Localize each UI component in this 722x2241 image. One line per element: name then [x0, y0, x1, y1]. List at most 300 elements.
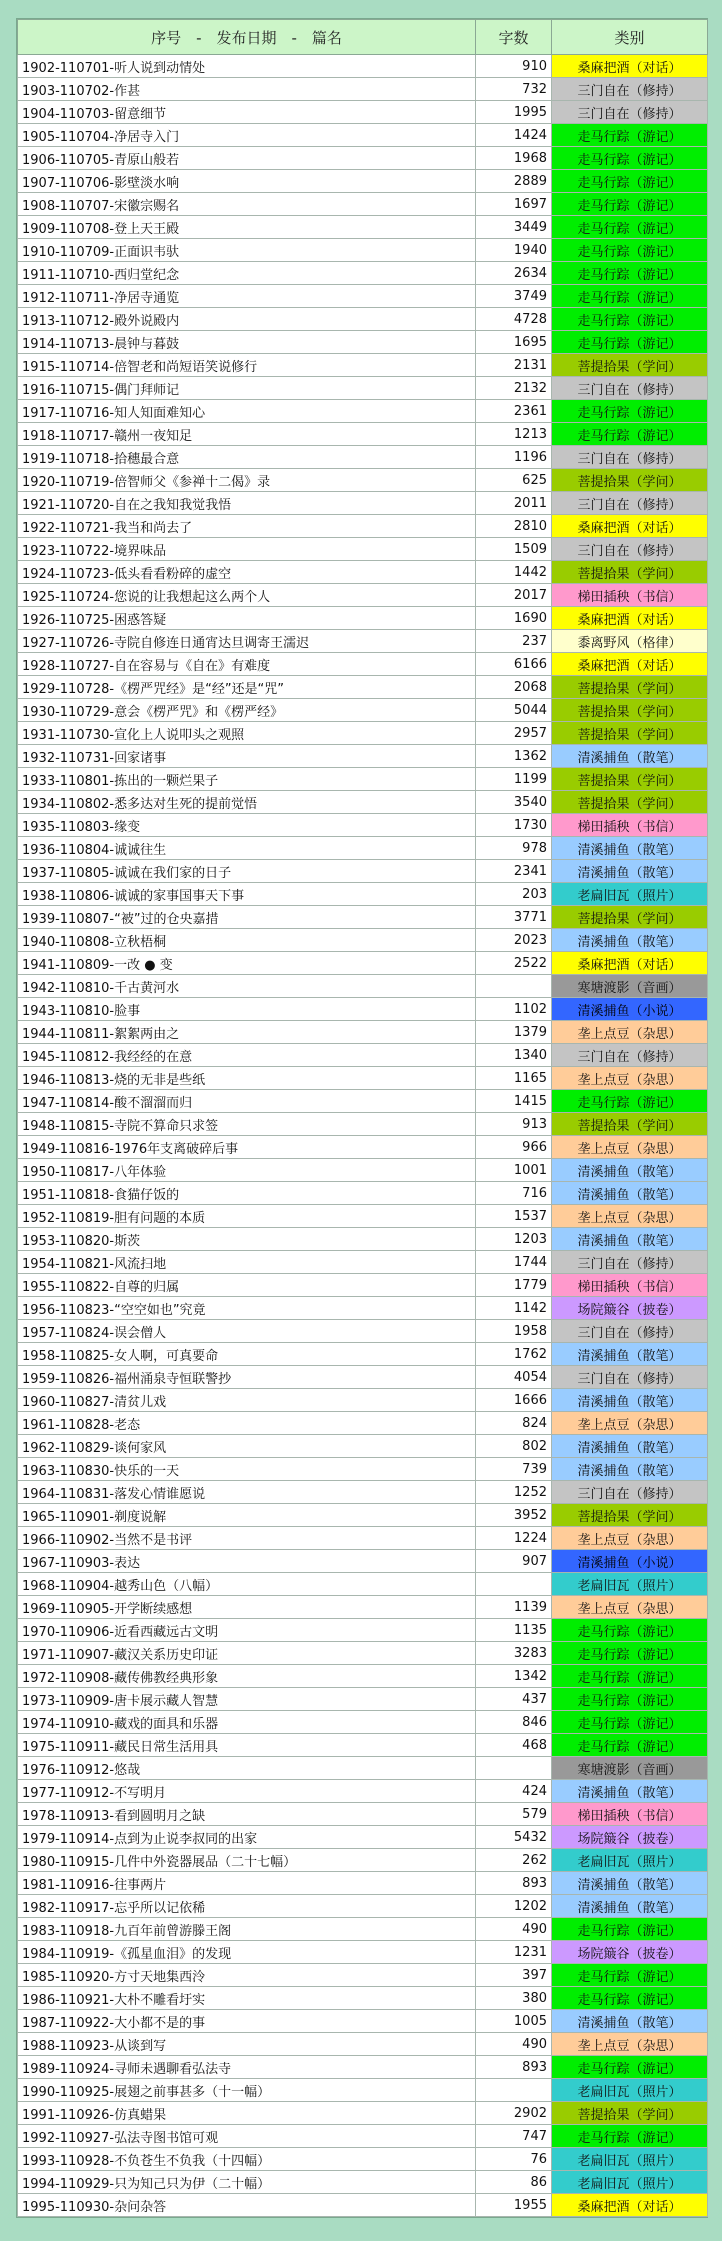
row-category: 三门自在（修持）: [552, 446, 708, 469]
row-title[interactable]: 1981-110916-往事两片: [18, 1872, 476, 1895]
row-title[interactable]: 1977-110912-不写明月: [18, 1780, 476, 1803]
row-word-count: 490: [476, 2033, 552, 2056]
table-row: [18, 492, 708, 515]
row-title[interactable]: 1905-110704-净居寺入门: [18, 124, 476, 147]
row-word-count: 1142: [476, 1297, 552, 1320]
table-row: [18, 2148, 708, 2171]
row-title[interactable]: 1926-110725-困惑答疑: [18, 607, 476, 630]
row-word-count: 2902: [476, 2102, 552, 2125]
row-word-count: 1690: [476, 607, 552, 630]
row-category: 清溪捕鱼（散笔）: [552, 1389, 708, 1412]
row-title[interactable]: 1983-110918-九百年前曾游滕王阁: [18, 1918, 476, 1941]
row-title[interactable]: 1972-110908-藏传佛教经典形象: [18, 1665, 476, 1688]
row-title[interactable]: 1989-110924-寻师未遇聊看弘法寺: [18, 2056, 476, 2079]
row-title[interactable]: 1944-110811-絮絮两由之: [18, 1021, 476, 1044]
table-row: [18, 1343, 708, 1366]
row-category: 老扁旧瓦（照片）: [552, 2171, 708, 2194]
row-word-count: 1199: [476, 768, 552, 791]
row-category: 老扁旧瓦（照片）: [552, 2148, 708, 2171]
row-title[interactable]: 1947-110814-酸不溜溜而归: [18, 1090, 476, 1113]
table-row: [18, 561, 708, 584]
table-row: [18, 1182, 708, 1205]
table-row: [18, 929, 708, 952]
row-title[interactable]: 1987-110922-大小都不是的事: [18, 2010, 476, 2033]
row-word-count: 802: [476, 1435, 552, 1458]
row-category: 垄上点豆（杂思）: [552, 1067, 708, 1090]
row-title[interactable]: 1904-110703-留意细节: [18, 101, 476, 124]
row-category: 垄上点豆（杂思）: [552, 1021, 708, 1044]
table-row: [18, 952, 708, 975]
row-title[interactable]: 1945-110812-我经经的在意: [18, 1044, 476, 1067]
row-category: 走马行踪（游记）: [552, 423, 708, 446]
row-category: 三门自在（修持）: [552, 1481, 708, 1504]
row-title[interactable]: 1955-110822-自尊的归属: [18, 1274, 476, 1297]
row-title[interactable]: 1938-110806-诚诚的家事国事天下事: [18, 883, 476, 906]
table-row: [18, 768, 708, 791]
row-title[interactable]: 1939-110807-“被”过的仓央嘉措: [18, 906, 476, 929]
row-title[interactable]: 1941-110809-一改 ● 变: [18, 952, 476, 975]
row-word-count: 3749: [476, 285, 552, 308]
row-category: 三门自在（修持）: [552, 1366, 708, 1389]
row-title[interactable]: 1970-110906-近看西藏远古文明: [18, 1619, 476, 1642]
row-category: 清溪捕鱼（散笔）: [552, 929, 708, 952]
row-category: 清溪捕鱼（散笔）: [552, 1182, 708, 1205]
row-word-count: 1940: [476, 239, 552, 262]
row-title[interactable]: 1932-110731-回家诸事: [18, 745, 476, 768]
row-category: 走马行踪（游记）: [552, 239, 708, 262]
row-title[interactable]: 1975-110911-藏民日常生活用具: [18, 1734, 476, 1757]
row-word-count: [476, 975, 552, 998]
row-title[interactable]: 1918-110717-赣州一夜知足: [18, 423, 476, 446]
row-category: 场院簸谷（披卷）: [552, 1297, 708, 1320]
table-row: [18, 607, 708, 630]
row-word-count: 1342: [476, 1665, 552, 1688]
row-category: 梯田插秧（书信）: [552, 1274, 708, 1297]
row-category: 桑麻把酒（对话）: [552, 55, 708, 78]
table-row: [18, 1435, 708, 1458]
row-word-count: 2131: [476, 354, 552, 377]
row-title[interactable]: 1922-110721-我当和尚去了: [18, 515, 476, 538]
row-category: 走马行踪（游记）: [552, 1665, 708, 1688]
row-word-count: 1231: [476, 1941, 552, 1964]
row-title[interactable]: 1992-110927-弘法寺图书馆可观: [18, 2125, 476, 2148]
row-category: 桑麻把酒（对话）: [552, 2194, 708, 2217]
row-category: 清溪捕鱼（散笔）: [552, 1895, 708, 1918]
row-category: 走马行踪（游记）: [552, 193, 708, 216]
row-word-count: 1744: [476, 1251, 552, 1274]
table-row: [18, 1642, 708, 1665]
row-category: 三门自在（修持）: [552, 101, 708, 124]
table-row: [18, 1734, 708, 1757]
row-title[interactable]: 1962-110829-谈何家风: [18, 1435, 476, 1458]
row-title[interactable]: 1912-110711-净居寺通览: [18, 285, 476, 308]
row-title[interactable]: 1927-110726-寺院自修连日通宵达旦调寄王濡迟: [18, 630, 476, 653]
table-row: [18, 906, 708, 929]
row-word-count: 579: [476, 1803, 552, 1826]
row-word-count: 5432: [476, 1826, 552, 1849]
row-word-count: 86: [476, 2171, 552, 2194]
row-category: 走马行踪（游记）: [552, 331, 708, 354]
row-word-count: 2017: [476, 584, 552, 607]
row-title[interactable]: 1929-110728-《楞严咒经》是“经”还是“咒”: [18, 676, 476, 699]
row-category: 清溪捕鱼（小说）: [552, 1550, 708, 1573]
row-title[interactable]: 1952-110819-胆有问题的本质: [18, 1205, 476, 1228]
table-row: [18, 1573, 708, 1596]
row-category: 梯田插秧（书信）: [552, 584, 708, 607]
row-title[interactable]: 1988-110923-从谈到写: [18, 2033, 476, 2056]
table-row: [18, 1987, 708, 2010]
row-title[interactable]: 1961-110828-老态: [18, 1412, 476, 1435]
table-row: [18, 446, 708, 469]
row-category: 场院簸谷（披卷）: [552, 1826, 708, 1849]
row-title[interactable]: 1957-110824-误会僧人: [18, 1320, 476, 1343]
row-title[interactable]: 1949-110816-1976年支离破碎后事: [18, 1136, 476, 1159]
row-title[interactable]: 1943-110810-脸事: [18, 998, 476, 1021]
table-row: [18, 1274, 708, 1297]
row-title[interactable]: 1915-110714-倍智老和尚短语笑说修行: [18, 354, 476, 377]
row-word-count: 1224: [476, 1527, 552, 1550]
row-word-count: 1203: [476, 1228, 552, 1251]
row-title[interactable]: 1913-110712-殿外说殿内: [18, 308, 476, 331]
row-category: 清溪捕鱼（散笔）: [552, 745, 708, 768]
row-word-count: 1213: [476, 423, 552, 446]
row-category: 三门自在（修持）: [552, 492, 708, 515]
row-word-count: 1165: [476, 1067, 552, 1090]
table-row: [18, 653, 708, 676]
table-row: [18, 630, 708, 653]
row-title[interactable]: 1971-110907-藏汉关系历史印证: [18, 1642, 476, 1665]
table-row: [18, 1872, 708, 1895]
row-title[interactable]: 1966-110902-当然不是书评: [18, 1527, 476, 1550]
row-category: 走马行踪（游记）: [552, 1619, 708, 1642]
row-word-count: 468: [476, 1734, 552, 1757]
row-word-count: 747: [476, 2125, 552, 2148]
row-word-count: 3771: [476, 906, 552, 929]
row-category: 三门自在（修持）: [552, 377, 708, 400]
table: [17, 19, 708, 2217]
row-category: 清溪捕鱼（散笔）: [552, 2010, 708, 2033]
table-row: [18, 170, 708, 193]
row-word-count: 4728: [476, 308, 552, 331]
row-category: 清溪捕鱼（散笔）: [552, 1343, 708, 1366]
table-row: [18, 584, 708, 607]
row-category: 清溪捕鱼（散笔）: [552, 1228, 708, 1251]
row-title[interactable]: 1924-110723-低头看看粉碎的虚空: [18, 561, 476, 584]
row-word-count: 1537: [476, 1205, 552, 1228]
row-word-count: 732: [476, 78, 552, 101]
table-row: [18, 2056, 708, 2079]
table-row: [18, 699, 708, 722]
row-title[interactable]: 1974-110910-藏戏的面具和乐器: [18, 1711, 476, 1734]
row-category: 走马行踪（游记）: [552, 147, 708, 170]
row-title[interactable]: 1911-110710-西归堂纪念: [18, 262, 476, 285]
table-row: [18, 1021, 708, 1044]
row-title[interactable]: 1930-110729-意会《楞严咒》和《楞严经》: [18, 699, 476, 722]
row-word-count: 1139: [476, 1596, 552, 1619]
row-category: 菩提拾果（学问）: [552, 1113, 708, 1136]
row-word-count: 490: [476, 1918, 552, 1941]
row-category: 走马行踪（游记）: [552, 285, 708, 308]
table-row: [18, 308, 708, 331]
table-row: [18, 1826, 708, 1849]
table-row: [18, 1711, 708, 1734]
row-category: 清溪捕鱼（散笔）: [552, 860, 708, 883]
row-title[interactable]: 1963-110830-快乐的一天: [18, 1458, 476, 1481]
row-word-count: 739: [476, 1458, 552, 1481]
row-title[interactable]: 1991-110926-仿真蜡果: [18, 2102, 476, 2125]
row-title[interactable]: 1994-110929-只为知己只为伊（二十幅）: [18, 2171, 476, 2194]
table-row: [18, 1527, 708, 1550]
row-title[interactable]: 1934-110802-悉多达对生死的提前觉悟: [18, 791, 476, 814]
row-category: 走马行踪（游记）: [552, 170, 708, 193]
table-row: [18, 1941, 708, 1964]
row-word-count: 1424: [476, 124, 552, 147]
row-title[interactable]: 1986-110921-大朴不雕看圩实: [18, 1987, 476, 2010]
row-title[interactable]: 1965-110901-剃度说解: [18, 1504, 476, 1527]
row-category: 菩提拾果（学问）: [552, 1504, 708, 1527]
table-row: [18, 676, 708, 699]
row-title[interactable]: 1921-110720-自在之我知我觉我悟: [18, 492, 476, 515]
table-row: [18, 1895, 708, 1918]
row-category: 清溪捕鱼（散笔）: [552, 1435, 708, 1458]
row-category: 寒塘渡影（音画）: [552, 975, 708, 998]
row-title[interactable]: 1985-110920-方寸天地集西泠: [18, 1964, 476, 1987]
table-row: [18, 2010, 708, 2033]
row-title[interactable]: 1907-110706-影壁淡水响: [18, 170, 476, 193]
table-row: [18, 883, 708, 906]
table-row: [18, 1090, 708, 1113]
row-category: 走马行踪（游记）: [552, 262, 708, 285]
row-title[interactable]: 1960-110827-清贫儿戏: [18, 1389, 476, 1412]
row-category: 菩提拾果（学问）: [552, 561, 708, 584]
table-row: [18, 193, 708, 216]
row-word-count: 1362: [476, 745, 552, 768]
row-word-count: 1202: [476, 1895, 552, 1918]
row-word-count: 1730: [476, 814, 552, 837]
row-title[interactable]: 1923-110722-境界味品: [18, 538, 476, 561]
table-row: [18, 285, 708, 308]
row-word-count: 846: [476, 1711, 552, 1734]
row-word-count: [476, 2079, 552, 2102]
row-category: 菩提拾果（学问）: [552, 768, 708, 791]
table-row: [18, 1665, 708, 1688]
row-word-count: 1509: [476, 538, 552, 561]
row-title[interactable]: 1914-110713-晨钟与暮鼓: [18, 331, 476, 354]
row-word-count: 978: [476, 837, 552, 860]
row-word-count: 2810: [476, 515, 552, 538]
table-row: [18, 1688, 708, 1711]
row-category: 三门自在（修持）: [552, 1044, 708, 1067]
row-title[interactable]: 1942-110810-千古黄河水: [18, 975, 476, 998]
row-word-count: 2132: [476, 377, 552, 400]
row-category: 桑麻把酒（对话）: [552, 515, 708, 538]
row-title[interactable]: 1990-110925-展翅之前事甚多（十一幅）: [18, 2079, 476, 2102]
row-title[interactable]: 1982-110917-忘乎所以记依稀: [18, 1895, 476, 1918]
table-row: [18, 423, 708, 446]
row-title[interactable]: 1969-110905-开学断续感想: [18, 1596, 476, 1619]
row-category: 走马行踪（游记）: [552, 308, 708, 331]
row-word-count: 966: [476, 1136, 552, 1159]
row-category: 菩提拾果（学问）: [552, 699, 708, 722]
row-title[interactable]: 1902-110701-听人说到动情处: [18, 55, 476, 78]
row-title[interactable]: 1964-110831-落发心情谁愿说: [18, 1481, 476, 1504]
row-title[interactable]: 1951-110818-食猫仔饭的: [18, 1182, 476, 1205]
row-category: 走马行踪（游记）: [552, 400, 708, 423]
row-title[interactable]: 1925-110724-您说的让我想起这么两个人: [18, 584, 476, 607]
row-title[interactable]: 1928-110727-自在容易与《自在》有难度: [18, 653, 476, 676]
row-title[interactable]: 1958-110825-女人啊，可真要命: [18, 1343, 476, 1366]
row-title[interactable]: 1973-110909-唐卡展示藏人智慧: [18, 1688, 476, 1711]
table-row: [18, 975, 708, 998]
row-word-count: 3952: [476, 1504, 552, 1527]
header-row: [18, 20, 708, 55]
row-category: 桑麻把酒（对话）: [552, 952, 708, 975]
row-title[interactable]: 1935-110803-缘变: [18, 814, 476, 837]
row-title[interactable]: 1953-110820-斯茨: [18, 1228, 476, 1251]
row-title[interactable]: 1906-110705-青原山般若: [18, 147, 476, 170]
row-title[interactable]: 1956-110823-“空空如也”究竟: [18, 1297, 476, 1320]
row-category: 走马行踪（游记）: [552, 1688, 708, 1711]
row-category: 清溪捕鱼（散笔）: [552, 1780, 708, 1803]
row-category: 走马行踪（游记）: [552, 1642, 708, 1665]
row-title[interactable]: 1933-110801-拣出的一颗烂果子: [18, 768, 476, 791]
row-category: 菩提拾果（学问）: [552, 2102, 708, 2125]
row-title[interactable]: 1980-110915-几件中外瓷器展品（二十七幅）: [18, 1849, 476, 1872]
row-title[interactable]: 1940-110808-立秋梧桐: [18, 929, 476, 952]
row-word-count: 5044: [476, 699, 552, 722]
row-title[interactable]: 1916-110715-偶门拜师记: [18, 377, 476, 400]
row-word-count: 1955: [476, 2194, 552, 2217]
row-category: 寒塘渡影（音画）: [552, 1757, 708, 1780]
row-word-count: 1379: [476, 1021, 552, 1044]
row-word-count: 380: [476, 1987, 552, 2010]
row-title[interactable]: 1903-110702-作甚: [18, 78, 476, 101]
row-title[interactable]: 1967-110903-表达: [18, 1550, 476, 1573]
row-title[interactable]: 1968-110904-越秀山色（八幅）: [18, 1573, 476, 1596]
row-title[interactable]: 1946-110813-烧的无非是些纸: [18, 1067, 476, 1090]
row-title[interactable]: 1950-110817-八年体验: [18, 1159, 476, 1182]
row-title[interactable]: 1954-110821-风流扫地: [18, 1251, 476, 1274]
table-row: [18, 1918, 708, 1941]
row-word-count: 893: [476, 2056, 552, 2079]
row-word-count: 2023: [476, 929, 552, 952]
table-row: [18, 1067, 708, 1090]
table-row: [18, 1757, 708, 1780]
row-word-count: 1415: [476, 1090, 552, 1113]
row-title[interactable]: 1919-110718-拾穗最合意: [18, 446, 476, 469]
table-row: [18, 1251, 708, 1274]
row-word-count: 1995: [476, 101, 552, 124]
table-row: [18, 1412, 708, 1435]
row-category: 桑麻把酒（对话）: [552, 653, 708, 676]
row-title[interactable]: 1910-110709-正面识韦驮: [18, 239, 476, 262]
table-row: [18, 78, 708, 101]
row-title[interactable]: 1920-110719-倍智师父《参禅十二偈》录: [18, 469, 476, 492]
row-category: 菩提拾果（学问）: [552, 676, 708, 699]
table-row: [18, 1136, 708, 1159]
row-word-count: 716: [476, 1182, 552, 1205]
table-row: [18, 1596, 708, 1619]
row-title[interactable]: 1993-110928-不负苍生不负我（十四幅）: [18, 2148, 476, 2171]
row-word-count: 2889: [476, 170, 552, 193]
row-word-count: 2361: [476, 400, 552, 423]
row-title[interactable]: 1984-110919-《孤星血泪》的发现: [18, 1941, 476, 1964]
table-row: [18, 2079, 708, 2102]
row-category: 老扁旧瓦（照片）: [552, 1849, 708, 1872]
row-category: 场院簸谷（披卷）: [552, 1941, 708, 1964]
row-word-count: [476, 1757, 552, 1780]
row-word-count: 1001: [476, 1159, 552, 1182]
row-word-count: 2068: [476, 676, 552, 699]
row-title[interactable]: 1959-110826-福州涌泉寺恒联警抄: [18, 1366, 476, 1389]
table-row: [18, 262, 708, 285]
row-title[interactable]: 1976-110912-悠哉: [18, 1757, 476, 1780]
table-row: [18, 1044, 708, 1067]
table-row: [18, 837, 708, 860]
table-row: [18, 331, 708, 354]
row-title[interactable]: 1978-110913-看到圆明月之缺: [18, 1803, 476, 1826]
row-category: 桑麻把酒（对话）: [552, 607, 708, 630]
row-category: 清溪捕鱼（散笔）: [552, 1458, 708, 1481]
row-title[interactable]: 1979-110914-点到为止说李叔同的出家: [18, 1826, 476, 1849]
row-word-count: 4054: [476, 1366, 552, 1389]
column-header-title: 序号 - 发布日期 - 篇名: [18, 20, 476, 55]
row-category: 垄上点豆（杂思）: [552, 1412, 708, 1435]
table-row: [18, 745, 708, 768]
row-word-count: 1666: [476, 1389, 552, 1412]
row-category: 垄上点豆（杂思）: [552, 1527, 708, 1550]
row-category: 梯田插秧（书信）: [552, 814, 708, 837]
row-category: 菩提拾果（学问）: [552, 791, 708, 814]
row-title[interactable]: 1917-110716-知人知面难知心: [18, 400, 476, 423]
row-word-count: 1762: [476, 1343, 552, 1366]
table-row: [18, 1481, 708, 1504]
table-row: [18, 1619, 708, 1642]
table-row: [18, 722, 708, 745]
row-category: 黍离野风（格律）: [552, 630, 708, 653]
table-row: [18, 1320, 708, 1343]
row-category: 梯田插秧（书信）: [552, 1803, 708, 1826]
row-title[interactable]: 1995-110930-杂问杂答: [18, 2194, 476, 2217]
row-title[interactable]: 1931-110730-宣化上人说叩头之观照: [18, 722, 476, 745]
row-category: 菩提拾果（学问）: [552, 722, 708, 745]
row-category: 菩提拾果（学问）: [552, 469, 708, 492]
row-category: 走马行踪（游记）: [552, 1090, 708, 1113]
row-word-count: 1442: [476, 561, 552, 584]
row-title[interactable]: 1909-110708-登上天王殿: [18, 216, 476, 239]
row-word-count: 237: [476, 630, 552, 653]
table-row: [18, 791, 708, 814]
table-body: [18, 55, 708, 2217]
row-category: 老扁旧瓦（照片）: [552, 1573, 708, 1596]
row-title[interactable]: 1937-110805-诚诚在我们家的日子: [18, 860, 476, 883]
column-header-count: 字数: [476, 20, 552, 55]
table-row: [18, 1113, 708, 1136]
row-word-count: 1697: [476, 193, 552, 216]
row-category: 走马行踪（游记）: [552, 1711, 708, 1734]
table-row: [18, 55, 708, 78]
row-word-count: 76: [476, 2148, 552, 2171]
row-title[interactable]: 1908-110707-宋徽宗赐名: [18, 193, 476, 216]
table-row: [18, 239, 708, 262]
row-word-count: 910: [476, 55, 552, 78]
row-title[interactable]: 1948-110815-寺院不算命只求签: [18, 1113, 476, 1136]
row-category: 老扁旧瓦（照片）: [552, 2079, 708, 2102]
row-title[interactable]: 1936-110804-诚诚往生: [18, 837, 476, 860]
row-category: 走马行踪（游记）: [552, 216, 708, 239]
table-row: [18, 1458, 708, 1481]
table-row: [18, 354, 708, 377]
